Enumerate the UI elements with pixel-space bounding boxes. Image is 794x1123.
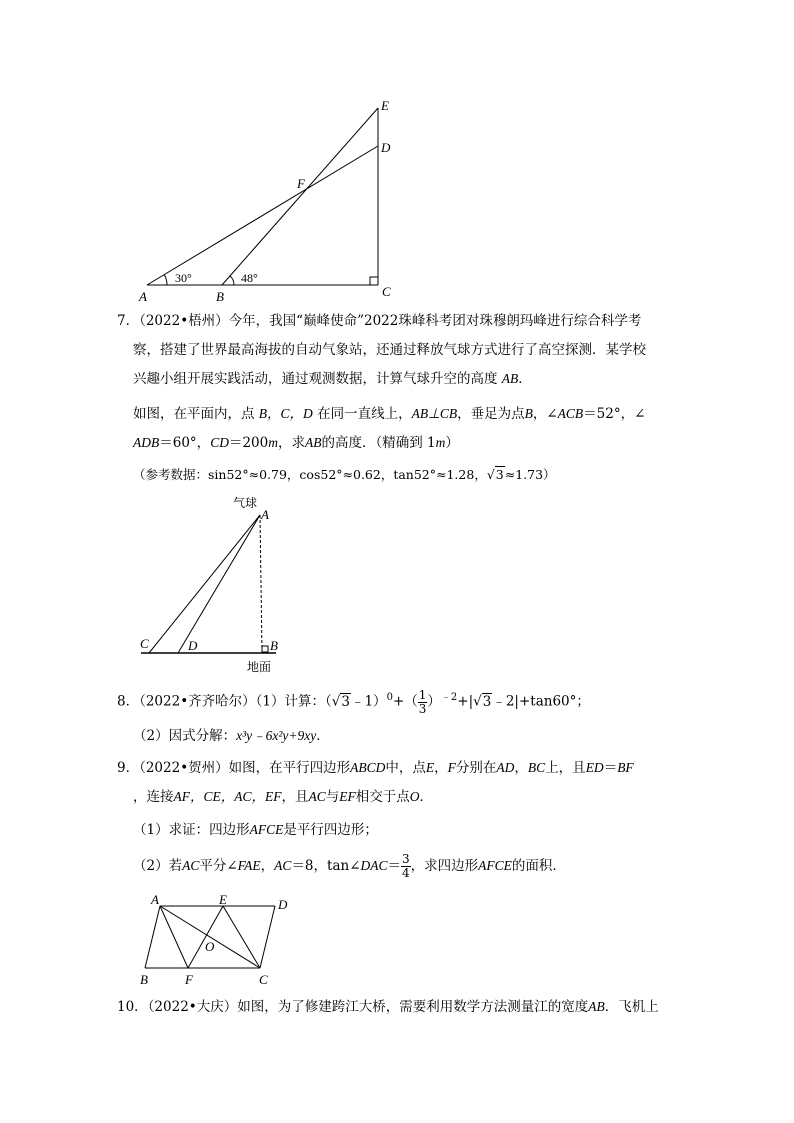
figure-3-diagram [135,888,300,993]
line-be [222,108,378,285]
side-dc [260,906,275,968]
q8-line-2: （2）因式分解：x³y﹣6x²y+9xy． [133,728,330,744]
label-a2: A [261,507,269,522]
angle-48-label: 48° [241,271,258,285]
balloon-label: 气球 [233,496,258,510]
label-o3: O [205,939,215,954]
figure-1-diagram [130,95,400,310]
figure-2-diagram [133,493,293,683]
q7-line-4: 如图，在平面内，点 B，C，D 在同一直线上，AB⊥CB，垂足为点B，∠ACB＝52°，∠ [133,406,646,422]
line-ce [223,906,260,968]
line-ca [149,515,260,653]
label-b3: B [140,972,148,987]
q9-part-2: （2）若AC平分∠FAE，AC＝8，tan∠DAC＝ $\frac{3}{4}$ ，求四边形AFCE的面积． [133,852,566,880]
right-angle-c [370,277,378,285]
ground-label: 地面 [247,660,272,674]
label-b: B [216,289,224,304]
line-ac [160,906,260,968]
side-ab [145,906,160,968]
label-b2: B [270,638,278,653]
label-a3: A [151,892,159,907]
label-d2: D [188,638,198,653]
line-da [178,515,260,653]
q10-line-1: 10．（2022•大庆）如图，为了修建跨江大桥，需要利用数学方法测量江的宽度AB．飞机上 [117,999,659,1015]
label-f: F [297,176,305,191]
line-ef [188,906,223,968]
line-ae [147,146,378,285]
label-c2: C [140,636,149,651]
label-c3: C [259,972,268,987]
arc-angle-a [165,275,168,285]
label-a: A [139,289,147,304]
q9-part-1: （1）求证：四边形AFCE是平行四边形； [133,822,378,838]
label-d3: D [278,897,288,912]
line-af [160,906,188,968]
label-e3: E [219,892,227,907]
q7-line-3: 兴趣小组开展实践活动，通过观测数据，计算气球升空的高度 AB． [133,371,532,387]
arc-angle-b [230,276,235,286]
label-d: D [381,140,391,155]
label-e: E [381,98,389,113]
q7-reference-data: （参考数据：sin52°≈0.79，cos52°≈0.62，tan52°≈1.28，√3≈1.73） [133,467,556,482]
q7-line-5: ADB＝60°，CD＝200m，求AB的高度．（精确到 1m） [133,435,459,451]
q9-line-2: ，连接AF，CE，AC，EF，且AC与EF相交于点O． [133,789,434,805]
angle-30-label: 30° [175,271,192,285]
fraction-one-third: $\frac{1}{3}$ [418,687,427,716]
q7-line-2: 察，搭建了世界最高海拔的自动气象站，还通过释放气球方式进行了高空探测．某学校 [133,342,646,358]
fraction-three-quarters: $\frac{3}{4}$ [402,852,410,880]
q7-line-1: 7．（2022•梧州）今年，我国“巅峰使命”2022珠峰科考团对珠穆朗玛峰进行综合科学考 [117,313,642,329]
q9-line-1: 9．（2022•贺州）如图，在平行四边形ABCD中，点E，F分别在AD，BC上，且ED＝BF [117,760,634,776]
label-f3: F [185,972,193,987]
q8-line-1: 8．（2022•齐齐哈尔）（1）计算：（√3﹣1）$^0$+（ $\frac{1}{3}$ ）$^{﹣2}$+|√3﹣2|+tan60°； [117,687,590,716]
label-c: C [382,284,391,299]
line-ab-dashed [260,515,262,653]
right-angle-b [262,646,268,652]
